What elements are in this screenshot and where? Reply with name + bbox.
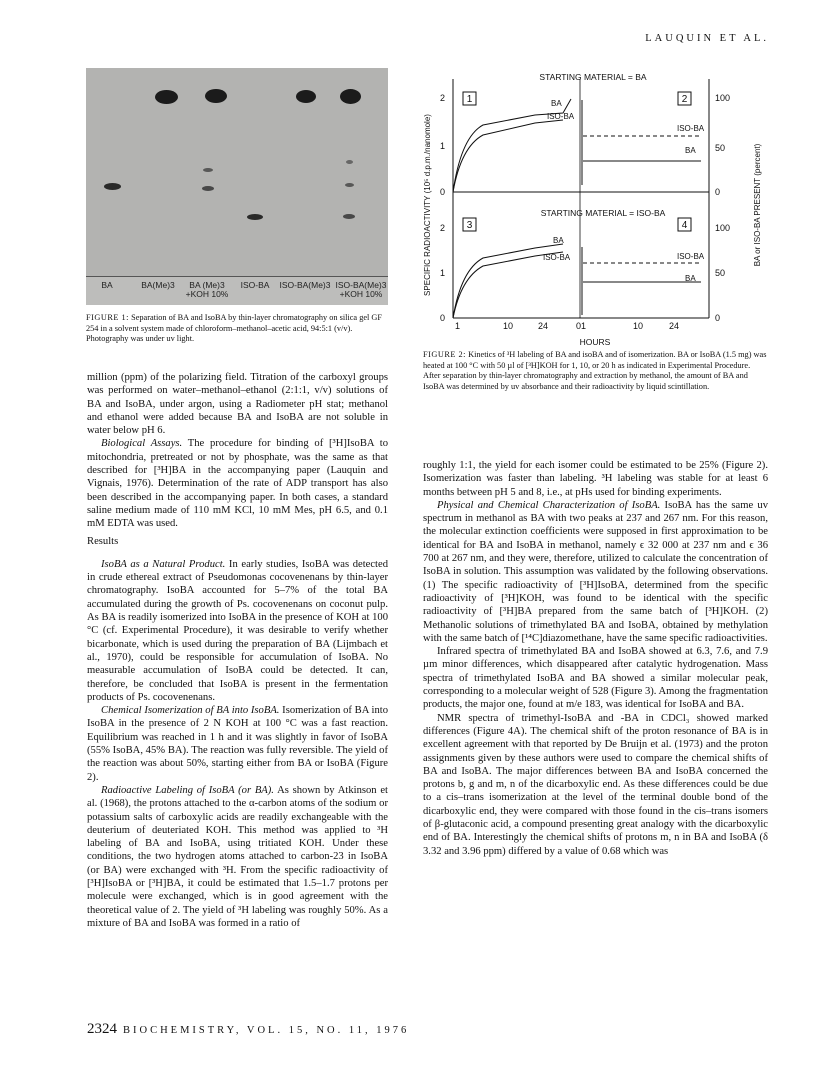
left-column: [87, 371, 388, 930]
x-tick-label: 10: [633, 321, 644, 331]
right-tick-label: 50: [715, 143, 726, 153]
figure2-caption: FIGURE 2: Kinetics of ³H labeling of BA and isoBA and of isomerization. BA or IsoBA (1.5 mg) was heated at 100 °C with 50 µl of [³H]KOH for 1, 10, or 20 h as indicated in Experimental Procedure. After separation by thin-layer chromatography and extraction by methanol, the amount of BA and IsoBA was determined by uv absorbance and their radioactivity by liquid scintillation.: [423, 350, 767, 391]
left-axis-label: SPECIFIC RADIOACTIVITY (10⁵ d.p.m./nanomole): [423, 114, 432, 296]
tlc-photograph: [86, 68, 388, 305]
right-tick-label: 50: [715, 268, 726, 278]
x-tick-label: 10: [503, 321, 514, 331]
lane-label: BA(Me)3: [141, 280, 175, 290]
panel-label: 3: [466, 220, 473, 231]
top-panel-title: STARTING MATERIAL = BA: [539, 72, 647, 82]
lane-labels: [86, 277, 388, 305]
paragraph: Infrared spectra of trimethylated BA and IsoBA showed at 6.3, 7.6, and 7.9 µm minor differences, which disappeared after catalytic hydrogenation. Mass spectra of trimethylated IsoBA and BA showed a similar molecular peak, corresponding to a molecular weight of 528 (Figure 3). Among the fragmentation products, the major one, found at m/e 183, was identical for IsoBA and BA.: [423, 646, 768, 711]
y-tick-label: 1: [439, 141, 445, 151]
x-tick-label: 01: [576, 321, 587, 331]
running-head: LAUQUIN ET AL.: [645, 33, 769, 44]
bottom-panel-title: STARTING MATERIAL = ISO-BA: [540, 208, 666, 218]
series-label: BA: [685, 146, 696, 155]
lane-label: ISO-BA(Me)3: [279, 280, 331, 290]
y-tick-label: 1: [439, 268, 445, 278]
series-label: BA: [551, 99, 562, 108]
paragraph: Chemical Isomerization of BA into IsoBA. Isomerization of BA into IsoBA in the presence of 2 N KOH at 100 °C was a fast reaction. Equilibrium was reached in 1 h and it was slightly in favor of IsoBA (55% IsoBA, 45% BA). The reaction was fully reversible. The yield of the reaction was about 50%, starting either from BA or IsoBA (Figure 2).: [87, 705, 388, 783]
panel-label: 2: [681, 94, 688, 105]
lane-label: ISO-BA(Me)3 +KOH 10%: [335, 280, 387, 299]
lane-label: BA: [101, 280, 113, 290]
right-tick-label: 100: [715, 93, 731, 103]
x-tick-label: 24: [538, 321, 549, 331]
x-tick-label: 1: [455, 321, 461, 331]
y-tick-label: 0: [439, 313, 445, 323]
y-tick-label: 0: [439, 187, 445, 197]
figure2-chart: [423, 65, 768, 348]
right-tick-label: 100: [715, 223, 731, 233]
y-tick-label: 2: [439, 93, 445, 103]
section-heading: Results: [87, 535, 119, 547]
panel-label: 1: [466, 94, 473, 105]
page-footer: [87, 1021, 409, 1038]
x-tick-label: 24: [669, 321, 680, 331]
right-tick-label: 0: [715, 313, 721, 323]
series-label: ISO-BA: [677, 124, 705, 133]
y-tick-label: 2: [439, 223, 445, 233]
page-number: 2324: [87, 1021, 117, 1037]
paragraph: Biological Assays. The procedure for binding of [³H]IsoBA to mitochondria, pretreated or not by phosphate, was the same as that described for [³H]BA in the accompanying paper (Lauquin and Vignais, 1976). Determination of the rate of ADP transport has also been described in the accompanying paper. In both cases, a standard saline medium made of 110 mM KCl, 10 mM Mes, pH 6.5, and 0.1 mM EDTA was used.: [87, 438, 388, 530]
series-label: BA: [553, 236, 564, 245]
series-label: ISO-BA: [677, 252, 705, 261]
paragraph: Radioactive Labeling of IsoBA (or BA). As shown by Atkinson et al. (1968), the protons attached to the α-carbon atoms of the sodium or potassium salts of carboxylic acids are readily exchangeable with the deuterium of deuteriated KOH. This method was applied to ³H labeling of BA and IsoBA, using tritiated KOH. Under these conditions, the two hydrogen atoms attached to carbon-23 in IsoBA (or BA) were exchanged with ³H. From the specific radioactivity of [³H]IsoBA or [³H]BA, it could be estimated that 1.5–1.7 protons per molecule were exchanged, which is in good agreement with the theoretical value of 2. The yield of ³H labeling was roughly 50%. As a mixture of BA and IsoBA was formed in a ratio of: [87, 784, 388, 929]
figure1-caption: FIGURE 1: Separation of BA and IsoBA by thin-layer chromatography on silica gel GF 254 in a solvent system made of chloroform–methanol–acetic acid, 94:5:1 (v/v). Photography was under uv light.: [86, 313, 383, 344]
paragraph: roughly 1:1, the yield for each isomer could be estimated to be 25% (Figure 2). Isomerization was faster than labeling. ³H labeling was stable for at least 6 months between pH 5 and 8, i.e., at pHs used for binding experiments.: [423, 460, 768, 498]
paragraph: NMR spectra of trimethyl-IsoBA and -BA in CDCl₃ showed marked differences (Figure 4A). The chemical shift of the proton resonance of BA is in excellent agreement with that reported by De Bruijn et al. (1973) and the proton assignments given by these authors were used to compare the chemical shifts of BA and IsoBA. The major differences between BA and IsoBA concerned the protons b, g and m, n of the dicarboxylic end. As these differences could be due to a cis–trans isomerization at the level of the terminal double bond of the dicarboxylic end, they were compared with those found in the cis–trans isomers of β-glutaconic acid, a compound presenting great analogy with the dicarboxylic end of BA. Interestingly the chemical shifts of protons m, n in BA and IsoBA (δ 3.32 and 3.96 ppm) differed by a value of 0.68 which was: [423, 712, 768, 857]
x-axis-label: HOURS: [579, 337, 611, 347]
paragraph: million (ppm) of the polarizing field. Titration of the carboxyl groups was performed on water–methanol–ethanol (2:1:1, v/v) solutions of BA and IsoBA, under argon, using a Radiometer pH stat; methanol and ethanol were added because BA and IsoBA are not soluble in water below pH 6.: [87, 372, 388, 437]
panel-label: 4: [681, 220, 688, 231]
paragraph: Physical and Chemical Characterization of IsoBA. IsoBA has the same uv spectrum in methanol as BA with two peaks at 237 and 267 nm. For this reason, the molecular extinction coefficients were supposed in first approximation to be identical for BA and IsoBA in methanol, namely ϵ 32 000 at 237 nm and ϵ 36 700 at 267 nm, and they were, therefore, utilized to calculate the concentration of IsoBA in solution. This assumption was validated by the following observations. (1) The specific radioactivity of [³H]IsoBA, determined from the specific radioactivity of [³H]KOH, was found to be identical with the specific radioactivity of [³H]BA prepared from the same batch of [³H]KOH. (2) Methanolic solutions of trimethylated BA and IsoBA, obtained by methylation with the same batch of [¹⁴C]diazomethane, have the same specific radioactivities.: [423, 499, 768, 644]
lane-label: ISO-BA: [240, 280, 270, 290]
right-axis-label: BA or ISO-BA PRESENT (percent): [753, 143, 762, 267]
series-label: ISO-BA: [543, 253, 571, 262]
series-label: ISO-BA: [547, 112, 575, 121]
series-label: BA: [685, 274, 696, 283]
paragraph: IsoBA as a Natural Product. In early studies, IsoBA was detected in crude ethereal extract of Pseudomonas cocovenenans by thin-layer chromatography. IsoBA accounted for 5–7% of the total BA accumulated during the growth of Ps. cocovenenans on coconut pulp. As BA is readily isomerized into IsoBA in the presence of KOH at 100 °C (cf. Experimental Procedure), it was desirable to verify whether bicarbonate, which is used during the preparation of BA (Lijmbach et al., 1970), could be responsible for accumulation of IsoBA. No measurable accumulation of IsoBA could be detected. It can, therefore, be concluded that IsoBA is present in the fermentation products of Ps. cocovenenans.: [87, 558, 388, 703]
journal-citation: BIOCHEMISTRY, VOL. 15, NO. 11, 1976: [123, 1025, 410, 1036]
right-column: [423, 459, 768, 858]
lane-label: BA (Me)3 +KOH 10%: [185, 280, 229, 299]
right-tick-label: 0: [715, 187, 721, 197]
